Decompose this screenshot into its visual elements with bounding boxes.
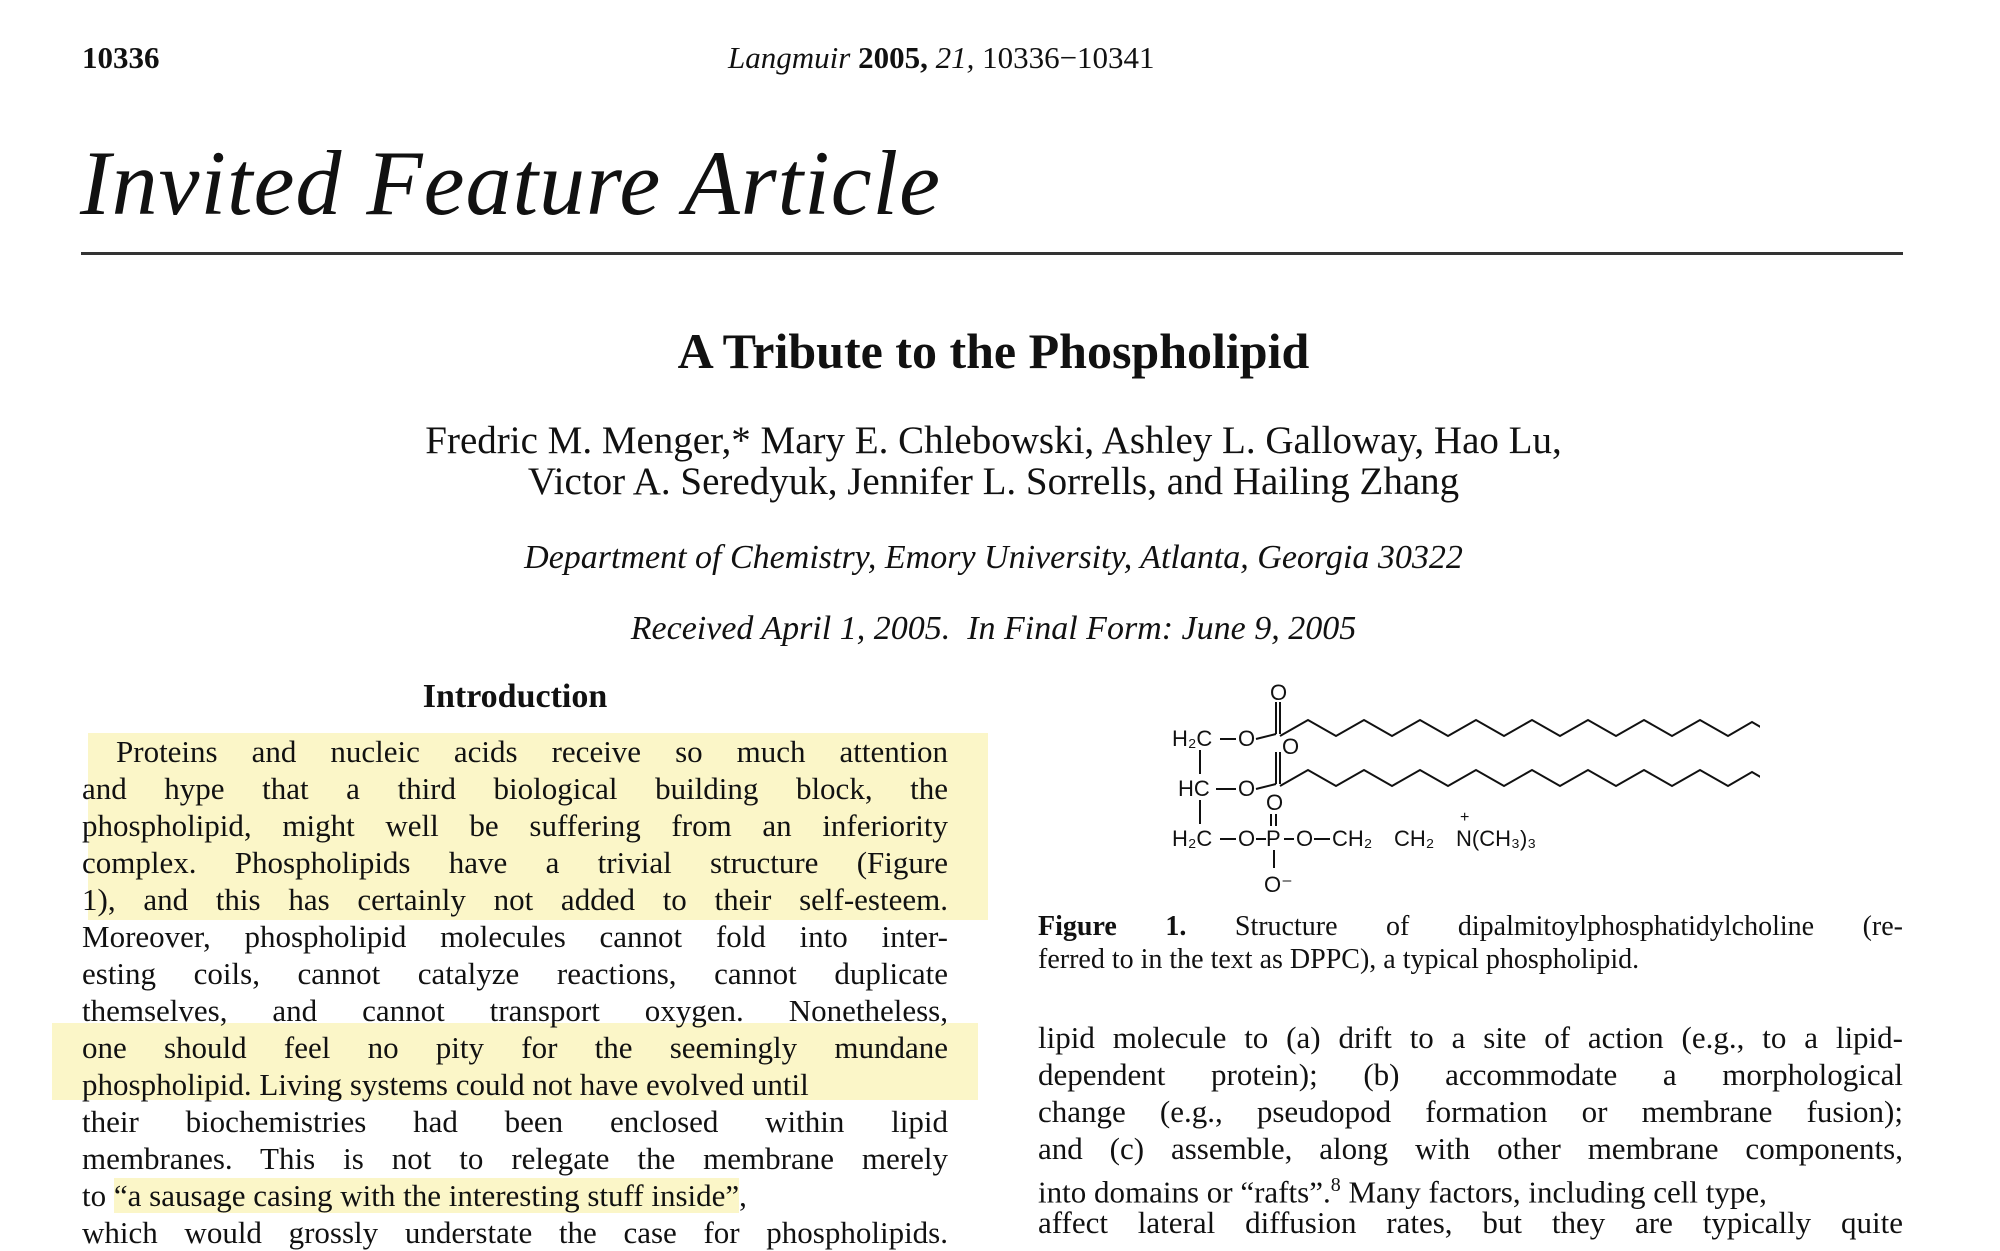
o-carbonyl-1: O: [1270, 680, 1288, 705]
intro-line-14: which would grossly understate the case for phospholipids.: [82, 1215, 948, 1250]
intro-line-10: [82, 1066, 948, 1103]
intro-line-11: their biochemistries had been enclosed within lipid: [82, 1104, 948, 1139]
h2c-top: H₂C: [1172, 726, 1213, 751]
p-atom: P: [1266, 826, 1281, 851]
intro-line-2: and hype that a third biological building block, the: [82, 771, 948, 806]
hc: HC: [1178, 776, 1210, 801]
fatty-chain-1: [1280, 720, 1760, 736]
section-label: Invited Feature Article: [80, 132, 941, 234]
figure-1-structure: [1160, 680, 1760, 900]
o-bottom-1: O: [1238, 826, 1256, 851]
sausage-quote-highlight: “a sausage casing with the interesting stuff inside”: [113, 1178, 740, 1213]
intro-line-6: Moreover, phospholipid molecules cannot fold into inter-: [82, 919, 948, 954]
intro-line-7: esting coils, cannot catalyze reactions, cannot duplicate: [82, 956, 948, 991]
journal-pages: 10336−10341: [982, 40, 1155, 75]
affiliation: Department of Chemistry, Emory University, Atlanta, Georgia 30322: [524, 539, 1463, 576]
intro-line-10-highlighted: phospholipid.: [82, 1067, 252, 1102]
intro-line-13-start: to: [82, 1178, 114, 1213]
bond-o-c2: [1256, 784, 1276, 789]
header-rule: [81, 252, 1903, 255]
o-top-ester: O: [1238, 726, 1256, 751]
intro-line-5: 1), and this has certainly not added to their self-esteem.: [82, 882, 948, 917]
intro-line-13-end: ,: [739, 1178, 747, 1213]
right-line-5: [1038, 1167, 1903, 1210]
figure-caption-line-1: [1038, 910, 1903, 943]
reference-8: 8: [1330, 1174, 1341, 1196]
h2c-bottom: H₂C: [1172, 826, 1213, 851]
intro-line-4: complex. Phospholipids have a trivial structure (Figure: [82, 845, 948, 880]
journal-volume: 21,: [935, 40, 975, 75]
right-line-5-start: into domains or “rafts”.: [1038, 1174, 1331, 1210]
right-line-6: affect lateral diffusion rates, but they are typically quite: [1038, 1205, 1903, 1240]
figure-caption-text-1: Structure of dipalmitoylphosphatidylcholine (re-: [1186, 911, 1903, 942]
intro-line-10-rest: Living systems could not have evolved until: [251, 1067, 809, 1102]
intro-line-13: [82, 1177, 948, 1214]
intro-line-3: phospholipid, might well be suffering from an inferiority: [82, 808, 948, 843]
right-line-1: lipid molecule to (a) drift to a site of action (e.g., to a lipid-: [1038, 1020, 1903, 1055]
ch2-1: CH₂: [1332, 826, 1373, 851]
figure-caption-label: Figure 1.: [1038, 911, 1187, 942]
intro-line-1: Proteins and nucleic acids receive so much attention: [116, 734, 948, 769]
intro-line-9: one should feel no pity for the seemingly mundane: [82, 1030, 948, 1065]
journal-name: Langmuir: [728, 40, 851, 75]
o-phosphoryl: O: [1266, 790, 1284, 815]
intro-line-8: themselves, and cannot transport oxygen. Nonetheless,: [82, 993, 948, 1028]
received-dates: Received April 1, 2005. In Final Form: June 9, 2005: [630, 610, 1357, 647]
o-minus: O⁻: [1264, 872, 1293, 897]
intro-line-12: membranes. This is not to relegate the membrane merely: [82, 1141, 948, 1176]
n-charge: +: [1460, 809, 1470, 826]
authors-line-2: Victor A. Seredyuk, Jennifer L. Sorrells, and Hailing Zhang: [527, 460, 1460, 503]
fatty-chain-2: [1280, 770, 1760, 786]
journal-year: 2005,: [858, 40, 928, 75]
running-head: [728, 40, 1155, 76]
authors-line-1: Fredric M. Menger,* Mary E. Chlebowski, Ashley L. Galloway, Hao Lu,: [425, 419, 1562, 462]
o-mid-ester: O: [1238, 776, 1256, 801]
o-carbonyl-2: O: [1282, 734, 1300, 759]
page-number: 10336: [82, 40, 160, 75]
right-line-3: change (e.g., pseudopod formation or membrane fusion);: [1038, 1094, 1903, 1129]
right-line-4: and (c) assemble, along with other membrane components,: [1038, 1131, 1903, 1166]
bond-o-c: [1256, 734, 1276, 739]
figure-1-caption: [1038, 910, 1903, 976]
introduction-heading: Introduction: [422, 678, 608, 715]
figure-caption-line-2: ferred to in the text as DPPC), a typical phospholipid.: [1038, 944, 1640, 975]
n-trimethyl: N(CH₃)₃: [1456, 826, 1537, 851]
o-bottom-2: O: [1296, 826, 1314, 851]
ch2-2: CH₂: [1394, 826, 1435, 851]
right-line-5-end: Many factors, including cell type,: [1340, 1174, 1767, 1210]
article-title: A Tribute to the Phospholipid: [677, 323, 1310, 379]
right-line-2: dependent protein); (b) accommodate a morphological: [1038, 1057, 1903, 1092]
